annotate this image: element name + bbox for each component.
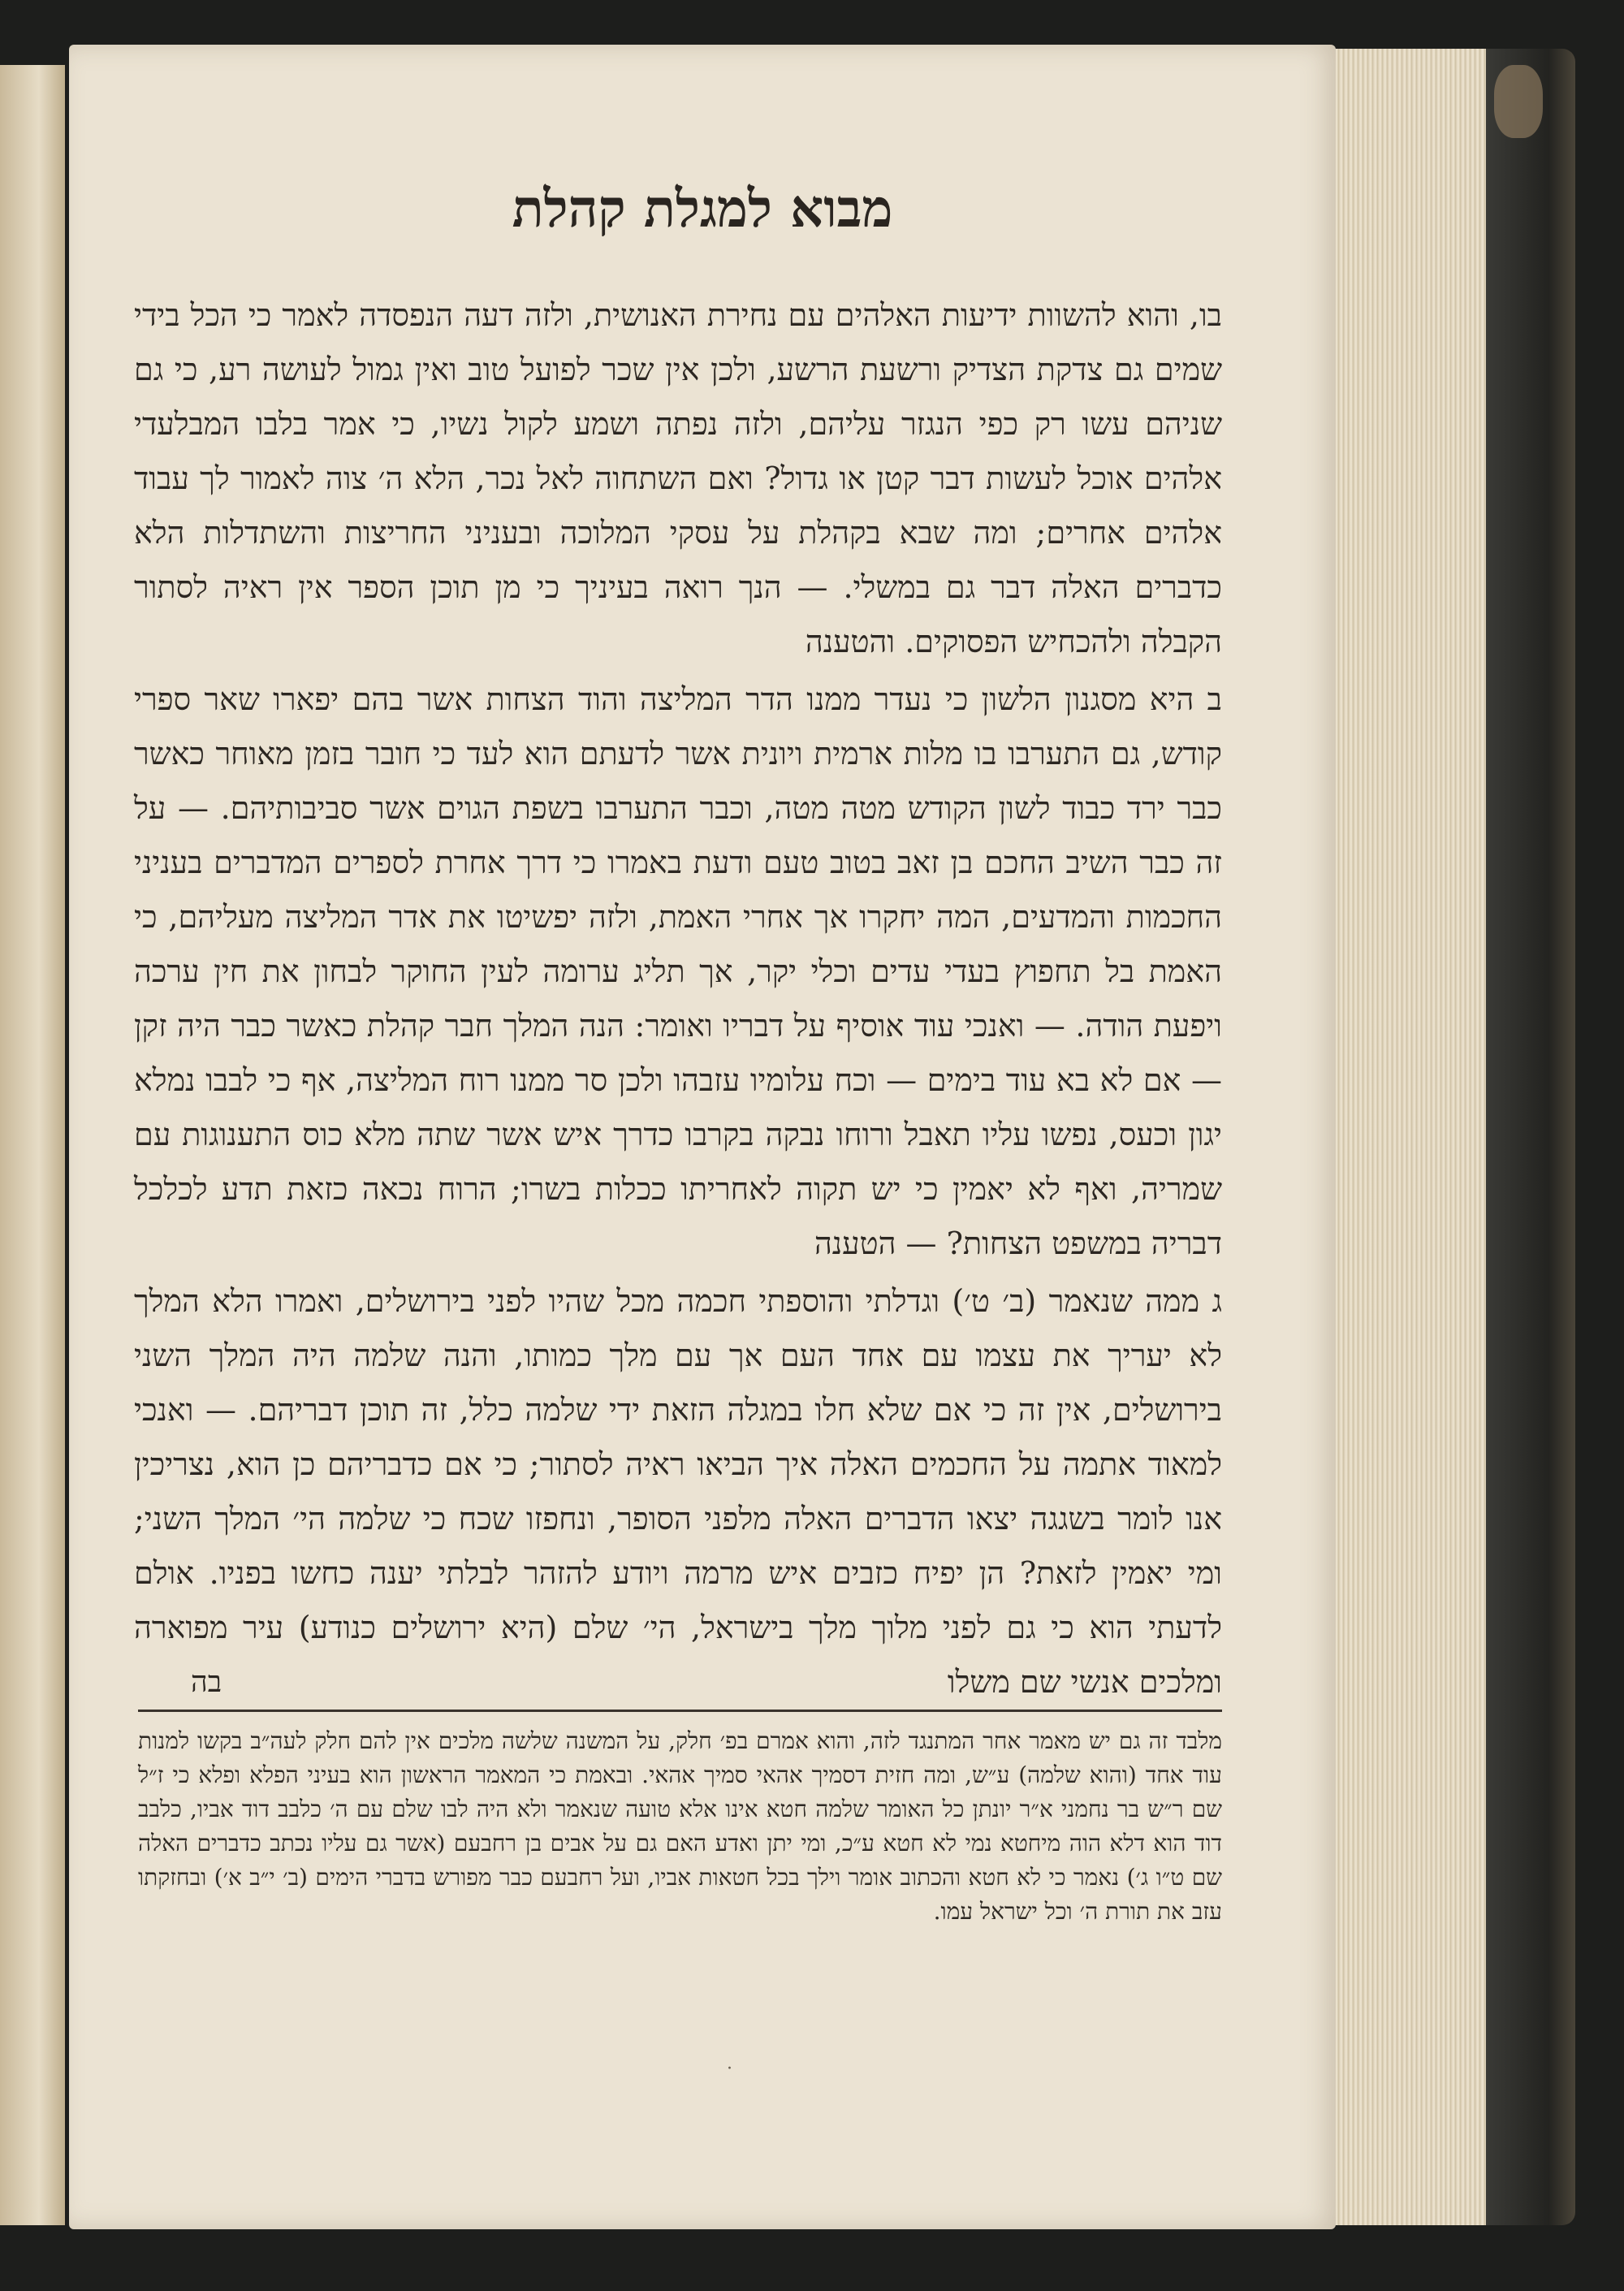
catchword: בה [191, 1666, 222, 1699]
previous-page-edge [0, 65, 65, 2225]
book-cover [1486, 49, 1575, 2225]
paragraph-1: בו, והוא להשוות ידיעות האלהים עם נחירת האנושית, ולזה דעה הנפסדה לאמר כי הכל בידי שמים גם צדקת הצדיק ורשעת הרשע, ולכן אין שכר לפועל טוב ואין גמול לעושה רע, כי גם שניהם עשו רק כפי הנגזר עליהם, ולזה נפתה ושמע לקול נשיו, כי אמר בלבו המבלעדי אלהים אוכל לעשות דבר קטן או גדול? ואם השתחוה לאל נכר, הלא ה׳ צוה לאמור לך עבוד אלהים אחרים; ומה שבא בקהלת על עסקי המלוכה ובעניני החריצות והשתדלות הלא כדברים האלה דבר גם במשלי. — הנך רואה בעיניך כי מן תוכן הספר אין ראיה לסתור הקבלה ולהכחיש הפסוקים. והטענה [134, 297, 1223, 659]
main-text [134, 288, 1222, 1710]
paragraph-3: ג ממה שנאמר (ב׳ ט׳) וגדלתי והוספתי חכמה מכל שהיו לפני בירושלים, ואמרו הלא המלך לא יעריך את עצמו עם אחד העם אך עם מלך כמותו, והנה שלמה היה המלך השני בירושלים, אין זה כי אם שלא חלו במגלה הזאת ידי שלמה כלל, זה תוכן דבריהם. — ואנכי למאוד אתמה על החכמים האלה איך הביאו ראיה לסתור; כי אם כדבריהם כן הוא, נצריכין אנו לומר בשגגה יצאו הדברים האלה מלפני הסופר, ונחפזו שכח כי שלמה הי׳ המלך השני; ומי יאמין לזאת? הן יפיח כזבים איש מרמה ויודע להזהר לבלתי יענה כחשו בפניו. אולם לדעתי הוא כי גם לפני מלוך מלך בישראל, הי׳ שלם (היא ירושלים כנודע) עיר מפוארה ומלכים אנשי שם משלו [134, 1283, 1222, 1700]
page-mark: · [727, 2059, 732, 2079]
footnote-rule [138, 1710, 1222, 1712]
paragraph-2: ב היא מסגנון הלשון כי נעדר ממנו הדר המליצה והוד הצחות אשר בהם יפארו שאר ספרי קודש, גם התערבו בו מלות ארמית ויונית אשר לדעתם הוא לעד כי חובר בזמן מאוחר כאשר כבר ירד כבוד לשון הקודש מטה מטה, וכבר התערבו בשפת הגוים אשר סביבותיהם. — על זה כבר השיב החכם בן זאב בטוב טעם ודעת באמרו כי דרך אחרת לספרים המדברים בעניני החכמות והמדעים, המה יחקרו אך אחרי האמת, ולזה יפשיטו את אדר המליצה מעליהם, כי האמת בל תחפוץ בעדי עדים וכלי יקר, אך תליג ערומה לעין החוקר לבחון את חין ערכה ויפעת הודה. — ואנכי עוד אוסיף על דבריו ואומר: הנה המלך חבר קהלת כאשר כבר היה זקן — אם לא בא עוד בימים — וכח עלומיו עזבהו ולכן סר ממנו רוח המליצה, אף כי לבבו נמלא יגון וכעס, נפשו עליו תאבל ורוחו נבקה בקרבו כדרך איש אשר שתה מלא כוס התענוגות עם שמריה, ואף לא יאמין כי יש תקוה לאחריתו ככלות בשרו; הרוח נכאה כזאת תדע לכלכל דבריה במשפט הצחות? — הטענה [134, 681, 1223, 1261]
book-page [69, 45, 1336, 2229]
footnote: מלבד זה גם יש מאמר אחר המתנגד לזה, והוא אמרם בפ׳ חלק, על המשנה שלשה מלכים אין להם חלק לעה״ב בקשו למנות עוד אחד (והוא שלמה) ע״ש, ומה חזית דסמיך אהאי סמיך אהאי. ובאמת כי המאמר הראשון הוא בעיני הפלא ופלא כי ז״ל שם ר״ש בר נחמני א״ר יונתן כל האומר שלמה חטא אינו אלא טועה שנאמר ולא היה לבו שלם עם ה׳ כלבב דוד אביו, כלבב דוד הוא דלא הוה מיחטא נמי לא חטא ע״כ, ומי יתן ואדע האם גם על אבים בן רחבעם (אשר גם עליו נכתב כדברים האלה שם ט״ו ג׳) נאמר כי לא חטא והכתוב אומר וילך בכל חטאות אביו, ועל רחבעם כבר מפורש בדברי הימים (ב׳ י״ב א׳) ובחזקתו עזב את תורת ה׳ וכל ישראל עמו. [138, 1727, 1222, 1925]
page-heading: מבוא למגלת קהלת [512, 179, 893, 240]
page-stack-edge [1320, 49, 1498, 2225]
cover-wear [1494, 65, 1543, 138]
